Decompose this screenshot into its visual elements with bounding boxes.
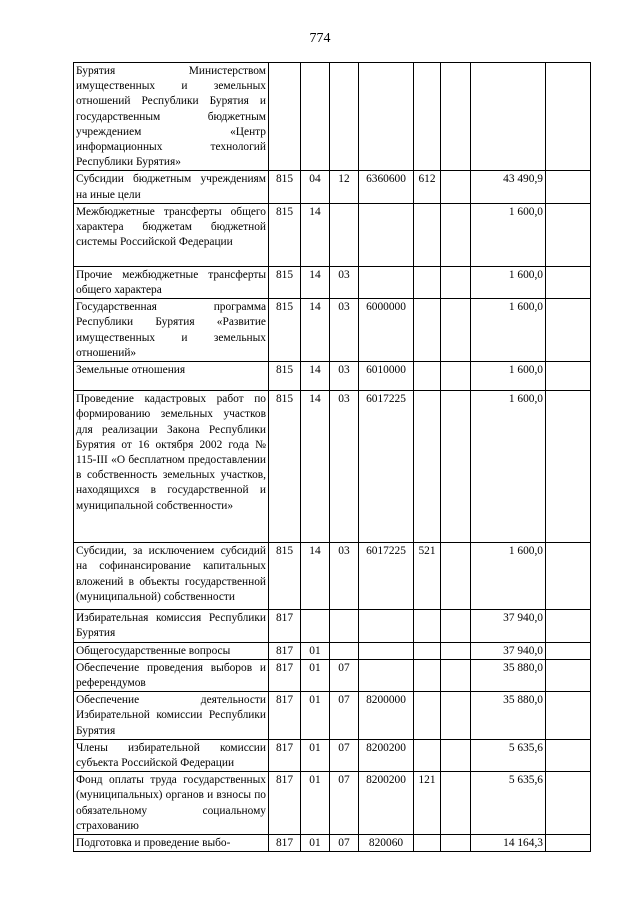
subsection-code: 03 [330, 543, 359, 610]
page-number: 774 [309, 31, 331, 46]
expense-type-code [414, 739, 441, 771]
ministry-code: 817 [269, 739, 301, 771]
section-code: 14 [301, 203, 330, 266]
section-code: 01 [301, 739, 330, 771]
blank-cell [546, 659, 591, 691]
blank-cell [546, 835, 591, 852]
section-code: 14 [301, 299, 330, 362]
ministry-code: 817 [269, 642, 301, 659]
ministry-code: 817 [269, 610, 301, 642]
amount: 5 635,6 [471, 739, 546, 771]
target-article-code: 8200000 [359, 692, 414, 740]
section-code: 01 [301, 642, 330, 659]
subsection-code: 03 [330, 362, 359, 391]
ministry-code: 815 [269, 362, 301, 391]
blank-cell [546, 692, 591, 740]
table-row [74, 739, 591, 771]
table-row [74, 63, 591, 171]
target-article-code [359, 63, 414, 171]
table-row [74, 772, 591, 835]
expense-type-code [414, 299, 441, 362]
table-row [74, 692, 591, 740]
subsection-code: 07 [330, 739, 359, 771]
item-name: Бурятия Министерством имущественных и земельных отношений Республики Бурятия и государственным бюджетным учреждением «Центр информационных технологий Республики Бурятия» [74, 63, 269, 171]
blank-cell [546, 171, 591, 203]
subsection-code: 03 [330, 266, 359, 298]
empty-cell [441, 692, 471, 740]
blank-cell [546, 266, 591, 298]
table-row [74, 362, 591, 391]
section-code: 04 [301, 171, 330, 203]
target-article-code: 8200200 [359, 739, 414, 771]
table-row [74, 610, 591, 642]
expense-type-code: 121 [414, 772, 441, 835]
table-row [74, 391, 591, 543]
empty-cell [441, 266, 471, 298]
item-name: Субсидии, за исключением субсидий на софинансирование капитальных вложений в объекты государственной (муниципальной) собственности [74, 543, 269, 610]
table-row [74, 203, 591, 266]
section-code: 14 [301, 266, 330, 298]
empty-cell [441, 610, 471, 642]
blank-cell [546, 299, 591, 362]
item-name: Члены избирательной комиссии субъекта Российской Федерации [74, 739, 269, 771]
blank-cell [546, 63, 591, 171]
expense-type-code [414, 362, 441, 391]
amount: 35 880,0 [471, 659, 546, 691]
section-code: 01 [301, 692, 330, 740]
blank-cell [546, 362, 591, 391]
item-name: Проведение кадастровых работ по формированию земельных участков для реализации Закона Республики Бурятия от 16 октября 2002 года № 115-III «О бесплатном предоставлении в собственность земельных участков, находящихся в государственной и муниципальной собственности» [74, 391, 269, 543]
amount: 1 600,0 [471, 543, 546, 610]
ministry-code: 817 [269, 659, 301, 691]
amount: 1 600,0 [471, 299, 546, 362]
target-article-code: 6010000 [359, 362, 414, 391]
empty-cell [441, 739, 471, 771]
item-name: Субсидии бюджетным учреждениям на иные цели [74, 171, 269, 203]
ministry-code: 815 [269, 266, 301, 298]
blank-cell [546, 543, 591, 610]
target-article-code: 8200200 [359, 772, 414, 835]
ministry-code [269, 63, 301, 171]
section-code: 14 [301, 362, 330, 391]
target-article-code [359, 266, 414, 298]
section-code: 01 [301, 835, 330, 852]
target-article-code [359, 642, 414, 659]
target-article-code: 6017225 [359, 391, 414, 543]
subsection-code: 07 [330, 835, 359, 852]
blank-cell [546, 610, 591, 642]
empty-cell [441, 362, 471, 391]
ministry-code: 815 [269, 171, 301, 203]
ministry-code: 815 [269, 543, 301, 610]
amount: 1 600,0 [471, 362, 546, 391]
target-article-code: 820060 [359, 835, 414, 852]
section-code: 14 [301, 391, 330, 543]
expense-type-code [414, 391, 441, 543]
subsection-code: 07 [330, 659, 359, 691]
amount: 35 880,0 [471, 692, 546, 740]
target-article-code [359, 610, 414, 642]
item-name: Земельные отношения [74, 362, 269, 391]
expense-type-code [414, 266, 441, 298]
subsection-code: 07 [330, 692, 359, 740]
ministry-code: 817 [269, 835, 301, 852]
empty-cell [441, 642, 471, 659]
item-name: Государственная программа Республики Бурятия «Развитие имущественных и земельных отношений» [74, 299, 269, 362]
amount [471, 63, 546, 171]
item-name: Подготовка и проведение выбо- [74, 835, 269, 852]
expense-type-code: 612 [414, 171, 441, 203]
empty-cell [441, 543, 471, 610]
amount: 1 600,0 [471, 391, 546, 543]
empty-cell [441, 835, 471, 852]
blank-cell [546, 391, 591, 543]
empty-cell [441, 772, 471, 835]
section-code: 14 [301, 543, 330, 610]
table-row [74, 171, 591, 203]
subsection-code: 03 [330, 299, 359, 362]
subsection-code: 07 [330, 772, 359, 835]
section-code: 01 [301, 659, 330, 691]
item-name: Общегосударственные вопросы [74, 642, 269, 659]
ministry-code: 815 [269, 299, 301, 362]
subsection-code [330, 203, 359, 266]
subsection-code [330, 642, 359, 659]
amount: 5 635,6 [471, 772, 546, 835]
empty-cell [441, 203, 471, 266]
item-name: Прочие межбюджетные трансферты общего характера [74, 266, 269, 298]
target-article-code: 6017225 [359, 543, 414, 610]
expense-type-code [414, 610, 441, 642]
amount: 1 600,0 [471, 266, 546, 298]
table-row [74, 266, 591, 298]
item-name: Обеспечение проведения выборов и референдумов [74, 659, 269, 691]
empty-cell [441, 659, 471, 691]
table-row [74, 659, 591, 691]
expense-type-code [414, 659, 441, 691]
table-row [74, 299, 591, 362]
ministry-code: 817 [269, 692, 301, 740]
blank-cell [546, 739, 591, 771]
amount: 1 600,0 [471, 203, 546, 266]
item-name: Обеспечение деятельности Избирательной комиссии Республики Бурятия [74, 692, 269, 740]
subsection-code: 12 [330, 171, 359, 203]
empty-cell [441, 391, 471, 543]
section-code [301, 63, 330, 171]
ministry-code: 817 [269, 772, 301, 835]
budget-table [73, 62, 591, 852]
blank-cell [546, 642, 591, 659]
expense-type-code [414, 642, 441, 659]
target-article-code: 6360600 [359, 171, 414, 203]
item-name: Избирательная комиссия Республики Бурятия [74, 610, 269, 642]
amount: 37 940,0 [471, 610, 546, 642]
target-article-code [359, 659, 414, 691]
amount: 37 940,0 [471, 642, 546, 659]
table-row [74, 543, 591, 610]
expense-type-code [414, 203, 441, 266]
blank-cell [546, 772, 591, 835]
section-code: 01 [301, 772, 330, 835]
ministry-code: 815 [269, 203, 301, 266]
ministry-code: 815 [269, 391, 301, 543]
empty-cell [441, 171, 471, 203]
target-article-code: 6000000 [359, 299, 414, 362]
expense-type-code [414, 63, 441, 171]
blank-cell [546, 203, 591, 266]
empty-cell [441, 299, 471, 362]
expense-type-code: 521 [414, 543, 441, 610]
empty-cell [441, 63, 471, 171]
expense-type-code [414, 692, 441, 740]
section-code [301, 610, 330, 642]
target-article-code [359, 203, 414, 266]
item-name: Фонд оплаты труда государственных (муниципальных) органов и взносы по обязательному социальному страхованию [74, 772, 269, 835]
subsection-code: 03 [330, 391, 359, 543]
table-row [74, 835, 591, 852]
expense-type-code [414, 835, 441, 852]
subsection-code [330, 63, 359, 171]
amount: 43 490,9 [471, 171, 546, 203]
item-name: Межбюджетные трансферты общего характера бюджетам бюджетной системы Российской Федерации [74, 203, 269, 266]
subsection-code [330, 610, 359, 642]
table-row [74, 642, 591, 659]
amount: 14 164,3 [471, 835, 546, 852]
